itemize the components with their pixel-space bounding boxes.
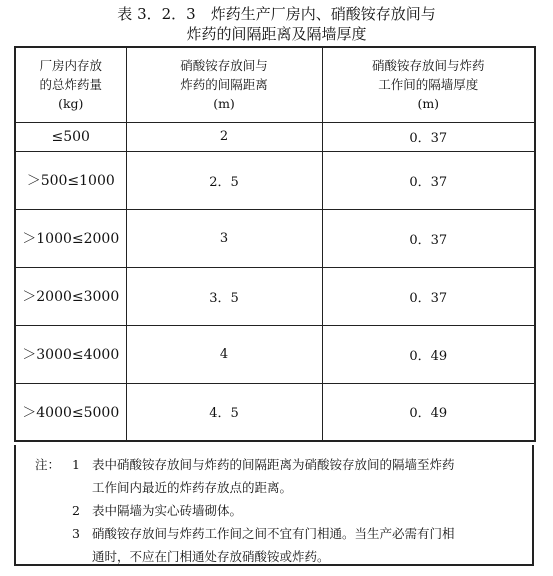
header-line: 的总炸药量: [39, 77, 102, 93]
table-row: [15, 209, 535, 267]
header-line: 硝酸铵存放间与炸药: [371, 58, 485, 74]
cell-explosive-amount: ≤500: [15, 122, 126, 151]
header-unit: (m): [417, 96, 440, 112]
header-unit: (kg): [58, 96, 84, 112]
cell-distance: 4: [126, 325, 322, 383]
cell-explosive-amount: ＞500≤1000: [15, 151, 126, 209]
note-text: 工作间内最近的炸药存放点的距离。: [92, 480, 293, 495]
cell-distance: 2: [126, 122, 322, 151]
cell-explosive-amount: ＞3000≤4000: [15, 325, 126, 383]
table-row: [15, 325, 535, 383]
cell-explosive-amount: ＞2000≤3000: [15, 267, 126, 325]
header-line: 硝酸铵存放间与: [180, 58, 268, 74]
header-line: 炸药的间隔距离: [180, 77, 268, 93]
cell-wall-thickness: 0．37: [322, 122, 535, 151]
cell-wall-thickness: 0．37: [322, 151, 535, 209]
note-text: 硝酸铵存放间与炸药工作间之间不宜有门相通。当生产必需有门相: [92, 526, 455, 541]
notes-prefix: 注：: [35, 457, 61, 472]
table-title-line-2: 炸药的间隔距离及隔墙厚度: [186, 25, 367, 43]
header-line: 厂房内存放: [39, 58, 102, 74]
table-row: [15, 151, 535, 209]
cell-distance: 3: [126, 209, 322, 267]
header-total-explosive: [15, 47, 126, 122]
note-number: 3: [72, 526, 80, 541]
notes-box: [14, 445, 534, 566]
header-wall-thickness: [322, 47, 535, 122]
header-unit: (m): [213, 96, 235, 112]
cell-distance: 2．5: [126, 151, 322, 209]
header-line: 工作间的隔墙厚度: [378, 77, 479, 93]
cell-explosive-amount: ＞1000≤2000: [15, 209, 126, 267]
cell-wall-thickness: 0．49: [322, 383, 535, 441]
header-distance: [126, 47, 322, 122]
table-row: [15, 122, 535, 151]
note-text: 表中硝酸铵存放间与炸药的间隔距离为硝酸铵存放间的隔墙至炸药: [92, 457, 455, 472]
table-row: [15, 383, 535, 441]
table-title-line-1: 表 3．2．3 炸药生产厂房内、硝酸铵存放间与: [117, 5, 436, 23]
cell-wall-thickness: 0．49: [322, 325, 535, 383]
cell-distance: 3．5: [126, 267, 322, 325]
header-row: [15, 47, 535, 122]
note-text: 表中隔墙为实心砖墙砌体。: [92, 503, 243, 518]
note-text: 通时，不应在门相通处存放硝酸铵或炸药。: [92, 549, 330, 564]
cell-wall-thickness: 0．37: [322, 267, 535, 325]
table-row: [15, 267, 535, 325]
note-number: 2: [72, 503, 80, 518]
cell-distance: 4．5: [126, 383, 322, 441]
spacing-table: [14, 46, 536, 442]
cell-explosive-amount: ＞4000≤5000: [15, 383, 126, 441]
cell-wall-thickness: 0．37: [322, 209, 535, 267]
note-number: 1: [72, 457, 80, 472]
